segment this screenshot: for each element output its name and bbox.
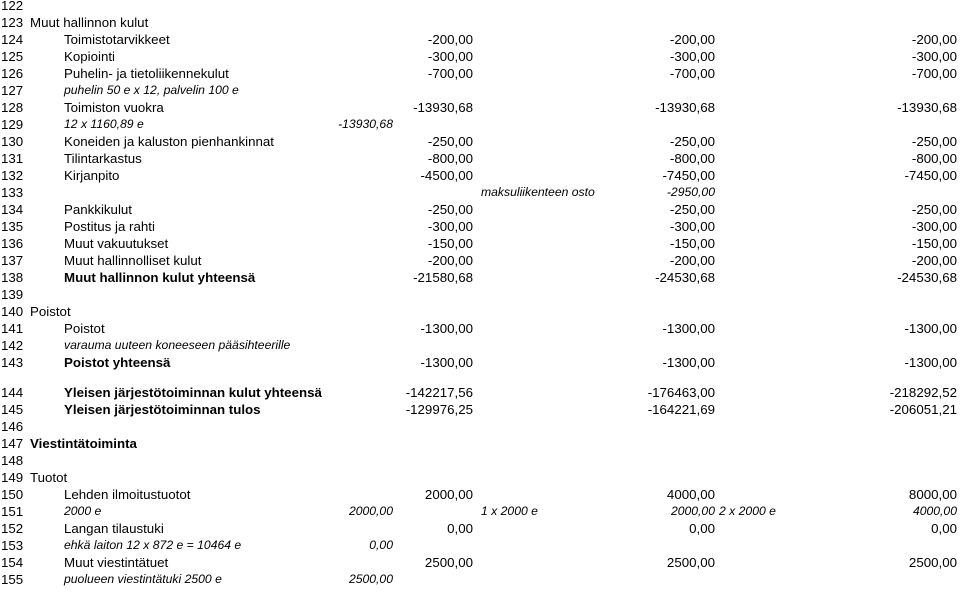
value-col-2: 2000,00	[670, 504, 715, 518]
table-row	[0, 31, 960, 48]
table-row	[0, 571, 960, 588]
row-label: puolueen viestintätuki 2500 e	[64, 572, 222, 586]
value-col-3: -200,00	[911, 253, 957, 268]
value-col-2: -250,00	[669, 202, 715, 217]
row-label: Muut viestintätuet	[64, 555, 169, 570]
note-value: 2500,00	[348, 572, 393, 586]
row-label: Kirjanpito	[64, 168, 120, 183]
row-number: 144	[1, 385, 24, 400]
table-row	[0, 201, 960, 218]
row-number: 128	[1, 100, 24, 115]
table-row	[0, 320, 960, 337]
row-number: 145	[1, 402, 24, 417]
value-col-3: -800,00	[911, 151, 957, 166]
row-label: Pankkikulut	[64, 202, 132, 217]
value-col-2: -13930,68	[655, 100, 715, 115]
table-row	[0, 337, 960, 354]
table-row	[0, 235, 960, 252]
value-col-2: -300,00	[669, 49, 715, 64]
value-col-2: -24530,68	[655, 270, 715, 285]
row-number: 148	[1, 453, 24, 468]
value-col-3: -300,00	[911, 49, 957, 64]
value-col-2: -7450,00	[662, 168, 715, 183]
value-col-1: -150,00	[427, 236, 473, 251]
value-col-3: -1300,00	[904, 355, 957, 370]
value-col-3: -7450,00	[904, 168, 957, 183]
value-col-3: 8000,00	[908, 487, 957, 502]
value-col-1: 2000,00	[424, 487, 473, 502]
row-label: Muut hallinnolliset kulut	[64, 253, 202, 268]
row-label: Toimiston vuokra	[64, 100, 164, 115]
row-number: 141	[1, 321, 24, 336]
table-row	[0, 520, 960, 537]
value-col-1: -1300,00	[420, 355, 473, 370]
value-col-3: 2500,00	[908, 555, 957, 570]
row-number: 150	[1, 487, 24, 502]
table-row	[0, 537, 960, 554]
row-number: 139	[1, 287, 24, 302]
value-col-2: -1300,00	[662, 321, 715, 336]
value-col-1: -142217,56	[405, 385, 473, 400]
table-row	[0, 354, 960, 371]
row-label: varauma uuteen koneeseen pääsihteerille	[64, 338, 291, 352]
note-text: maksuliikenteen osto	[481, 185, 595, 199]
value-col-2: -200,00	[669, 32, 715, 47]
value-col-2: -300,00	[669, 219, 715, 234]
row-number: 132	[1, 168, 24, 183]
value-col-1: 0,00	[447, 521, 473, 536]
row-number: 151	[1, 504, 24, 519]
row-label: Muut hallinnon kulut yhteensä	[64, 270, 256, 285]
value-col-3: -13930,68	[897, 100, 957, 115]
row-number: 152	[1, 521, 24, 536]
row-label: 2000 e	[64, 504, 102, 518]
table-row	[0, 384, 960, 401]
row-label: Poistot	[64, 321, 105, 336]
row-label: puhelin 50 e x 12, palvelin 100 e	[64, 83, 239, 97]
value-col-1: -200,00	[427, 253, 473, 268]
table-row	[0, 401, 960, 418]
value-col-1: -300,00	[427, 49, 473, 64]
row-number: 126	[1, 66, 24, 81]
value-col-2: -150,00	[669, 236, 715, 251]
row-label: Toimistotarvikkeet	[64, 32, 170, 47]
row-label: Tilintarkastus	[64, 151, 142, 166]
value-col-2: -164221,69	[647, 402, 715, 417]
row-label: Yleisen järjestötoiminnan tulos	[64, 402, 261, 417]
value-col-2: 0,00	[689, 521, 715, 536]
row-number: 135	[1, 219, 24, 234]
row-number: 153	[1, 538, 24, 553]
note-text: 2 x 2000 e	[719, 504, 776, 518]
table-row	[0, 0, 960, 14]
row-number: 146	[1, 419, 24, 434]
row-number: 149	[1, 470, 24, 485]
table-row	[0, 99, 960, 116]
value-col-2: -1300,00	[662, 355, 715, 370]
table-row	[0, 486, 960, 503]
row-number: 143	[1, 355, 24, 370]
table-row	[0, 82, 960, 99]
value-col-1: 2500,00	[424, 555, 473, 570]
value-col-2: -700,00	[669, 66, 715, 81]
row-label: Postitus ja rahti	[64, 219, 155, 234]
value-col-3: -218292,52	[889, 385, 957, 400]
value-col-1: -250,00	[427, 134, 473, 149]
note-value: 0,00	[369, 538, 393, 552]
row-label: Kopiointi	[64, 49, 116, 64]
row-number: 124	[1, 32, 24, 47]
table-row	[0, 286, 960, 303]
row-label: Poistot	[30, 304, 71, 319]
value-col-2: -800,00	[669, 151, 715, 166]
table-row	[0, 133, 960, 150]
row-number: 129	[1, 117, 24, 132]
row-label: Muut vakuutukset	[64, 236, 169, 251]
value-col-2: 4000,00	[666, 487, 715, 502]
value-col-1: -250,00	[427, 202, 473, 217]
table-row	[0, 218, 960, 235]
row-number: 127	[1, 83, 24, 98]
row-number: 138	[1, 270, 24, 285]
table-row	[0, 503, 960, 520]
table-row	[0, 303, 960, 320]
row-number: 137	[1, 253, 24, 268]
row-label: Muut hallinnon kulut	[30, 15, 149, 30]
value-col-1: -800,00	[427, 151, 473, 166]
value-col-3: -250,00	[911, 202, 957, 217]
value-col-1: -200,00	[427, 32, 473, 47]
row-number: 136	[1, 236, 24, 251]
note-value: 2000,00	[348, 504, 393, 518]
row-label: Tuotot	[30, 470, 68, 485]
row-label: ehkä laiton 12 x 872 e = 10464 e	[64, 538, 242, 552]
value-col-1: -129976,25	[405, 402, 473, 417]
row-number: 155	[1, 572, 24, 587]
table-row	[0, 269, 960, 286]
row-label: Koneiden ja kaluston pienhankinnat	[64, 134, 274, 149]
value-col-1: -700,00	[427, 66, 473, 81]
table-row	[0, 452, 960, 469]
row-number: 130	[1, 134, 24, 149]
table-row	[0, 418, 960, 435]
value-col-3: -1300,00	[904, 321, 957, 336]
value-col-3: -206051,21	[889, 402, 957, 417]
row-number: 154	[1, 555, 24, 570]
value-col-1: -1300,00	[420, 321, 473, 336]
row-label: Poistot yhteensä	[64, 355, 171, 370]
row-number: 122	[1, 0, 24, 13]
row-label: 12 x 1160,89 e	[64, 117, 144, 131]
value-col-3: -200,00	[911, 32, 957, 47]
table-row	[0, 150, 960, 167]
value-col-3: -700,00	[911, 66, 957, 81]
note-value: -13930,68	[338, 117, 393, 131]
table-row	[0, 554, 960, 571]
table-row	[0, 184, 960, 201]
table-row	[0, 48, 960, 65]
table-row	[0, 65, 960, 82]
value-col-1: -13930,68	[413, 100, 473, 115]
note-text: 1 x 2000 e	[481, 504, 538, 518]
table-row	[0, 469, 960, 486]
value-col-3: 0,00	[931, 521, 957, 536]
row-number: 131	[1, 151, 24, 166]
row-label: Yleisen järjestötoiminnan kulut yhteensä	[64, 385, 322, 400]
row-label: Langan tilaustuki	[64, 521, 164, 536]
row-number: 134	[1, 202, 24, 217]
value-col-2: -2950,00	[666, 185, 715, 199]
row-label: Puhelin- ja tietoliikennekulut	[64, 66, 229, 81]
table-row	[0, 14, 960, 31]
table-row	[0, 116, 960, 133]
row-label: Lehden ilmoitustuotot	[64, 487, 191, 502]
value-col-1: -300,00	[427, 219, 473, 234]
value-col-3: -250,00	[911, 134, 957, 149]
value-col-3: -300,00	[911, 219, 957, 234]
table-row	[0, 435, 960, 452]
row-number: 142	[1, 338, 24, 353]
value-col-2: -200,00	[669, 253, 715, 268]
table-row	[0, 252, 960, 269]
row-number: 125	[1, 49, 24, 64]
table-row	[0, 167, 960, 184]
row-number: 123	[1, 15, 24, 30]
row-label: Viestintätoiminta	[30, 436, 137, 451]
value-col-2: -176463,00	[647, 385, 715, 400]
value-col-2: -250,00	[669, 134, 715, 149]
value-col-3: -24530,68	[897, 270, 957, 285]
value-col-2: 2500,00	[666, 555, 715, 570]
value-col-3: -150,00	[911, 236, 957, 251]
value-col-3: 4000,00	[912, 504, 957, 518]
row-number: 140	[1, 304, 24, 319]
row-number: 147	[1, 436, 24, 451]
value-col-1: -4500,00	[420, 168, 473, 183]
value-col-1: -21580,68	[413, 270, 473, 285]
row-number: 133	[1, 185, 24, 200]
